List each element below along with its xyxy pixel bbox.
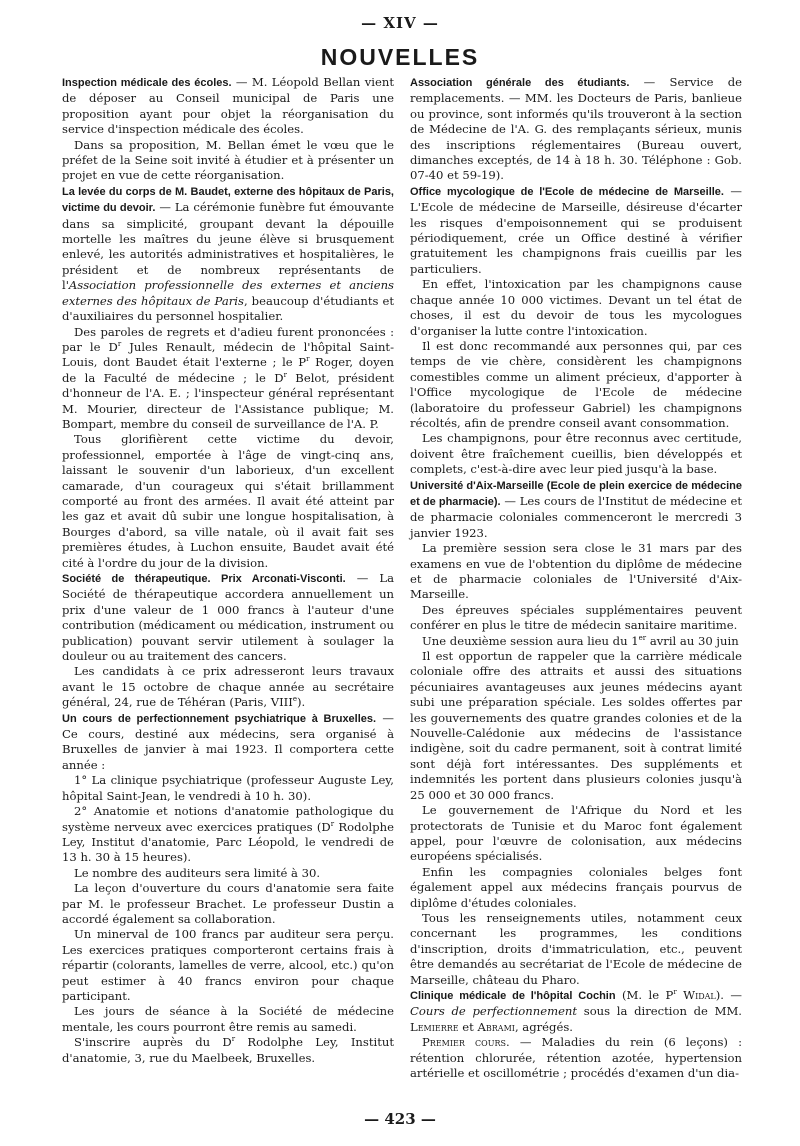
superscript: r xyxy=(117,340,122,349)
paragraph: Les jours de séance à la Société de médecine mentale, les cours pourront être remis au samedi. xyxy=(62,1004,394,1034)
article-aix-marseille xyxy=(410,478,742,542)
name-abrami: Abrami xyxy=(477,1019,515,1034)
article-heading: Office mycologique de l'Ecole de médecine de Marseille. xyxy=(410,185,724,198)
article-heading: Clinique médicale de l'hôpital Cochin xyxy=(410,989,616,1002)
article-inspection xyxy=(62,75,394,138)
article-heading: Inspection médicale des écoles. xyxy=(62,77,232,89)
superscript: r xyxy=(330,819,335,828)
text: sous la direction de MM. xyxy=(577,1004,742,1019)
superscript: r xyxy=(306,355,310,364)
text: avril au 30 juin xyxy=(646,633,739,648)
text: Rodolphe Ley, Institut d'anatomie, 3, rue du Maelbeek, Bruxelles. xyxy=(62,1035,394,1065)
superscript: r xyxy=(673,988,677,997)
article-text: — La cérémonie funèbre fut émouvante dans sa simplicité, groupant devant la dépouille mortelle les maîtres du jeune élève si brusquement enlevé, les autorités administratives et hospitalières, le président et de nombreux représentants de l' xyxy=(62,200,394,293)
paragraph: Dans sa proposition, M. Bellan émet le vœu que le préfet de la Seine soit invité à étudier et à présenter un projet en vue de cette réorganisation. xyxy=(62,137,394,183)
paragraph xyxy=(62,1035,394,1066)
article-heading: Association générale des étudiants. xyxy=(410,77,630,89)
text: Belot, président d'honneur de l'A. E. ; l'inspecteur général représentant M. Mourier, directeur de l'Assistance publique; M. Bompart, membre du conseil de surveillance de l'A. P. xyxy=(62,370,394,431)
superscript: r xyxy=(231,1035,236,1044)
article-text: , beaucoup d'étudiants et d'auxiliaires du personnel hospitalier. xyxy=(62,293,395,324)
article-cochin xyxy=(410,988,742,1035)
text: ). — xyxy=(715,987,742,1002)
article-text: — La Société de thérapeutique accordera annuellement un prix d'une valeur de 1 000 francs à l'auteur d'une contribution (médicament ou médication, instrument ou publication) pouvant servir utilement à soulager la douleur ou au traitement des cancers. xyxy=(62,571,394,664)
paragraph: Un minerval de 100 francs par auditeur sera perçu. Les exercices pratiques comporteront certains frais à répartir (colorants, lamelles de verre, alcool, etc.) qu'on peut estimer à 40 francs environ pour chaque participant. xyxy=(62,927,394,1003)
small-caps-label: Premier cours. xyxy=(422,1035,510,1050)
superscript: er xyxy=(638,633,647,642)
page-title: NOUVELLES xyxy=(320,44,480,70)
paragraph xyxy=(62,325,394,433)
paragraph xyxy=(62,804,394,866)
text: Les candidats à ce prix adresseront leurs travaux avant le 15 octobre de chaque année au secrétaire général, 24, rue de Téhéran (Paris, VIII xyxy=(62,664,394,710)
folio-bottom: — 423 — xyxy=(364,1110,436,1128)
text: — Maladies du rein (6 leçons) : rétention chlorurée, rétention azotée, hypertension artérielle et oscillométrie ; procédés d'examen d'un dia- xyxy=(410,1035,742,1080)
article-text: — Les cours de l'Institut de médecine et de pharmacie coloniales commenceront le mercredi 3 janvier 1923. xyxy=(410,493,742,540)
paragraph: 1° La clinique psychiatrique (professeur Auguste Ley, hôpital Saint-Jean, le vendredi à 10 h. 30). xyxy=(62,773,394,803)
name-widal: Widal xyxy=(683,987,716,1002)
name-lemierre: Lemierre xyxy=(410,1019,459,1034)
text: Une deuxième session aura lieu du 1 xyxy=(422,633,639,648)
paragraph: La leçon d'ouverture du cours d'anatomie sera faite par M. le professeur Brachet. Le professeur Dustin a accordé également sa collaboration. xyxy=(62,881,394,926)
article-heading: La levée du corps de M. Baudet, externe des hôpitaux de Paris, victime du devoir. xyxy=(62,185,394,215)
paragraph: La première session sera close le 31 mars par des examens en vue de l'obtention du diplôme de médecine et de pharmacie coloniales de l'Université d'Aix-Marseille. xyxy=(410,541,742,602)
article-text: — L'Ecole de médecine de Marseille, désireuse d'écarter les risques d'empoisonnement qui se produisent périodiquement, crée un Office destiné à vérifier gratuitement les champignons frais cueillis par les particuliers. xyxy=(410,183,742,276)
article-text: — Service de remplacements. — MM. les Docteurs de Paris, banlieue ou province, sont informés qu'ils trouveront à la section de Médecine de l'A. G. des remplaçants sérieux, munis des inscriptions réglementaires (Bureau ouvert, dimanches exceptés, de 14 à 18 h. 30. Téléphone : Gob. 07-40 et 59-19). xyxy=(410,75,742,183)
folio-top: — XIV — xyxy=(361,14,439,32)
paragraph: En effet, l'intoxication par les champignons cause chaque année 10 000 victimes. Devant un tel état de choses, il est du devoir de tous les mycologues d'organiser la lutte contre l'intoxication. xyxy=(410,277,742,338)
text: et xyxy=(458,1019,478,1034)
paragraph xyxy=(62,664,394,710)
left-column xyxy=(62,75,394,1066)
article-mycologique xyxy=(410,184,742,277)
paragraph: Il est opportun de rappeler que la carrière médicale coloniale offre des attraits et aussi des situations pécuniaires avantageuses aux jeunes médecins ayant subi une préparation spéciale. Les soldes offertes par les gouvernements des quatre grandes colonies et de la Nouvelle-Calédonie aux médecins de l'assistance indigène, soit du cadre permanent, soit à contrat limité sont déjà fort intéressantes. Des suppléments et indemnités les portent dans plusieurs colonies jusqu'à 25 000 et 30 000 francs. xyxy=(410,649,742,802)
text: Rodolphe Ley, Institut d'anatomie, Parc Léopold, le vendredi de 13 h. 30 à 15 heures). xyxy=(62,819,394,865)
text: ). xyxy=(296,695,306,710)
text: 2° Anatomie et notions d'anatomie pathologique du système nerveux avec exercices pratiques (D xyxy=(62,804,394,834)
paragraph: Les champignons, pour être reconnus avec certitude, doivent être fraîchement cueillis, bien développés et complets, c'est-à-dire avec leur pied jusqu'à la base. xyxy=(410,431,742,477)
article-text: — M. Léopold Bellan vient de déposer au Conseil municipal de Paris une proposition ayant pour objet la réorganisation du service d'inspection médicale des écoles. xyxy=(62,75,394,137)
article-therapeutique xyxy=(62,571,394,664)
article-heading: Université d'Aix-Marseille (Ecole de plein exercice de médecine et de pharmacie). xyxy=(410,479,742,508)
paragraph: Tous les renseignements utiles, notamment ceux concernant les programmes, les conditions d'inscription, droits d'immatriculation, etc., peuvent être demandés au secrétariat de l'Ecole de médecine de Marseille, château du Pharo. xyxy=(410,910,742,987)
text: Des paroles de regrets et d'adieu furent prononcées : par le D xyxy=(62,324,394,354)
paragraph: Enfin les compagnies coloniales belges font également appel aux médecins français pourvus de diplôme d'études coloniales. xyxy=(410,864,742,910)
article-bruxelles xyxy=(62,711,394,774)
text: (M. le P xyxy=(615,987,674,1002)
paragraph: Il est donc recommandé aux personnes qui, par ces temps de vie chère, considèrent les champignons comestibles comme un aliment précieux, d'apporter à l'Office mycologique de l'Ecole de médecine (laboratoire du professeur Gabriel) les champignons récoltés, afin de prendre conseil avant consommation. xyxy=(410,338,742,430)
paragraph: Le gouvernement de l'Afrique du Nord et les protectorats de Tunisie et du Maroc font également appel, pour l'œuvre de colonisation, aux médecins européens spécialisés. xyxy=(410,803,742,864)
article-heading: Un cours de perfectionnement psychiatrique à Bruxelles. xyxy=(62,712,377,725)
superscript: r xyxy=(283,370,287,379)
article-text: — Ce cours, destiné aux médecins, sera organisé à Bruxelles de janvier à mai 1923. Il comportera cette année : xyxy=(62,710,395,772)
superscript: e xyxy=(292,695,297,704)
italic-text: Cours de perfectionnement xyxy=(410,1004,578,1019)
article-etudiants xyxy=(410,75,742,184)
paragraph xyxy=(410,1035,742,1081)
text: Roger, doyen de la Faculté de médecine ; le D xyxy=(62,355,394,385)
text: Jules Renault, médecin de l'hôpital Saint-Louis, dont Baudet était l'externe ; le P xyxy=(62,339,394,370)
italic-text: Association professionnelle des externes et anciens externes des hôpitaux de Paris xyxy=(62,278,394,308)
paragraph: Des épreuves spéciales supplémentaires peuvent conférer en plus le titre de médecin sanitaire maritime. xyxy=(410,602,742,633)
paragraph: Le nombre des auditeurs sera limité à 30. xyxy=(74,865,321,880)
text: S'inscrire auprès du D xyxy=(74,1035,232,1050)
article-baudet xyxy=(62,184,394,325)
text: , agrégés. xyxy=(514,1019,573,1034)
paragraph xyxy=(410,634,742,649)
right-column xyxy=(410,75,742,1081)
article-heading: Société de thérapeutique. Prix Arconati-Visconti. xyxy=(62,573,346,585)
paragraph: Tous glorifièrent cette victime du devoir, professionnel, emportée à l'âge de vingt-cinq ans, laissant le souvenir d'un laborieux, d'un excellent camarade, d'un courageux qui s'était brillamment comporté au front des armées. Il avait été atteint par les gaz et avait dû subir une longue hospitalisation, à Bourges d'abord, sa ville natale, où il avait fait ses premières études, à Luchon ensuite, Baudet avait été cité à l'ordre du jour de la division. xyxy=(62,432,394,570)
